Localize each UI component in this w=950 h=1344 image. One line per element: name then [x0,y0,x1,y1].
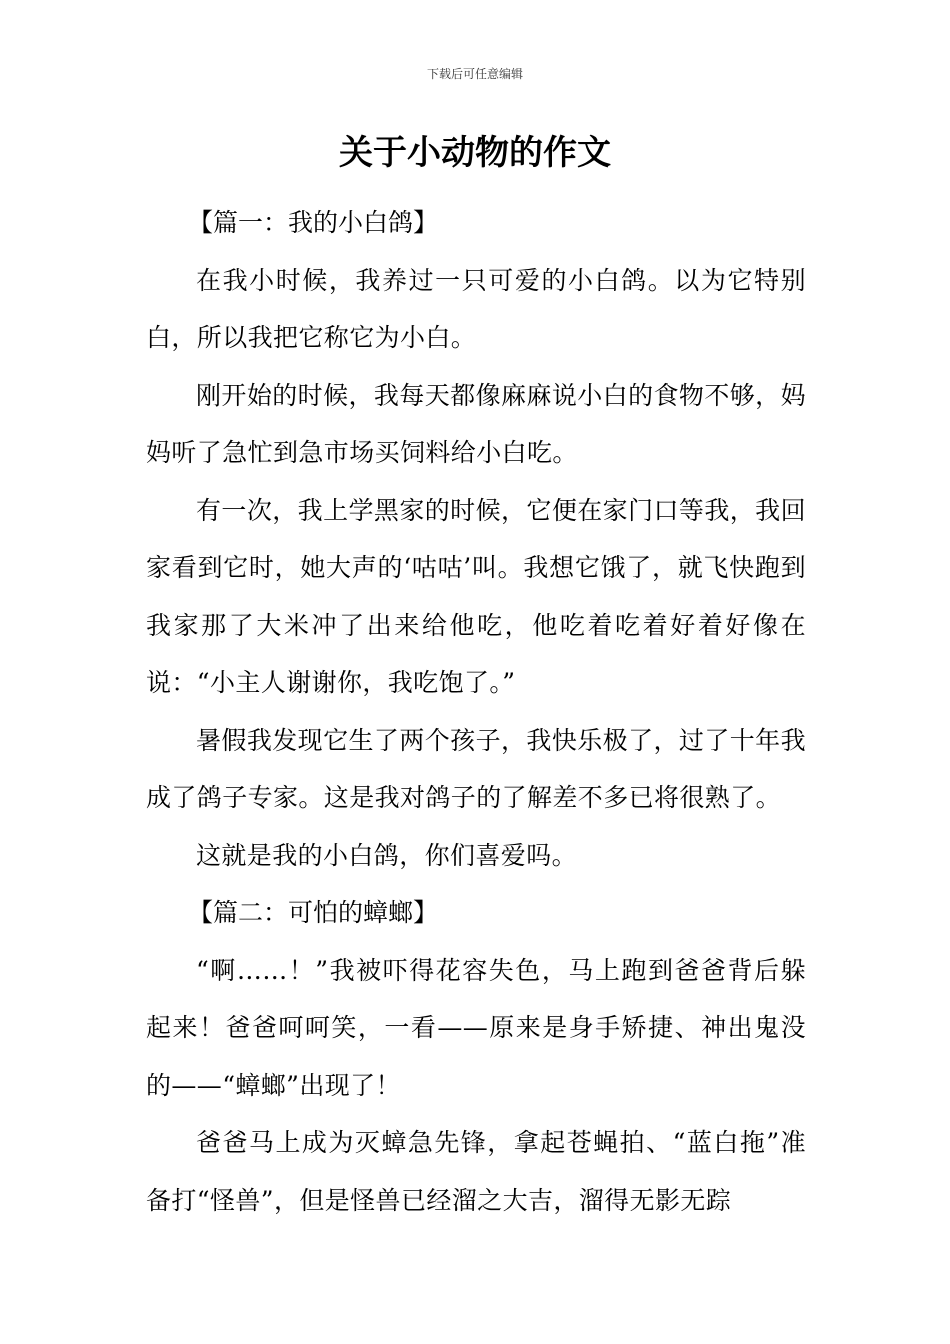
paragraph: 暑假我发现它生了两个孩子，我快乐极了，过了十年我成了鸽子专家。这是我对鸽子的了解差不多已将很熟了。 [146,725,806,812]
section-heading-2: 【篇二：可怕的蟑螂】 [188,898,439,927]
paragraph: 这就是我的小白鸽，你们喜爱吗。 [196,840,578,870]
paragraph: 在我小时候，我养过一只可爱的小白鸽。以为它特别白，所以我把它称它为小白。 [146,265,806,352]
header-note: 下载后可任意编辑 [426,67,523,81]
paragraph: 刚开始的时候，我每天都像麻麻说小白的食物不够，妈妈听了急忙到急市场买饲料给小白吃。 [146,380,806,467]
paragraph: 有一次，我上学黑家的时候，它便在家门口等我，我回家看到它时，她大声的‘咕咕’叫。我想它饿了，就飞快跑到我家那了大米冲了出来给他吃，他吃着吃着好着好像在说：“小主人谢谢你，我吃饱了。” [146,495,806,697]
document-body [146,194,806,1229]
paragraph: 爸爸马上成为灭蟑急先锋，拿起苍蝇拍、“蓝白拖”准备打“怪兽”，但是怪兽已经溜之大吉，溜得无影无踪 [146,1128,806,1215]
paragraph: “啊……！”我被吓得花容失色，马上跑到爸爸背后躲起来！爸爸呵呵笑，一看——原来是身手矫捷、神出鬼没的——“蟑螂”出现了！ [146,955,806,1100]
document-title: 关于小动物的作文 [339,133,611,173]
section-heading-1: 【篇一：我的小白鸽】 [188,208,439,237]
